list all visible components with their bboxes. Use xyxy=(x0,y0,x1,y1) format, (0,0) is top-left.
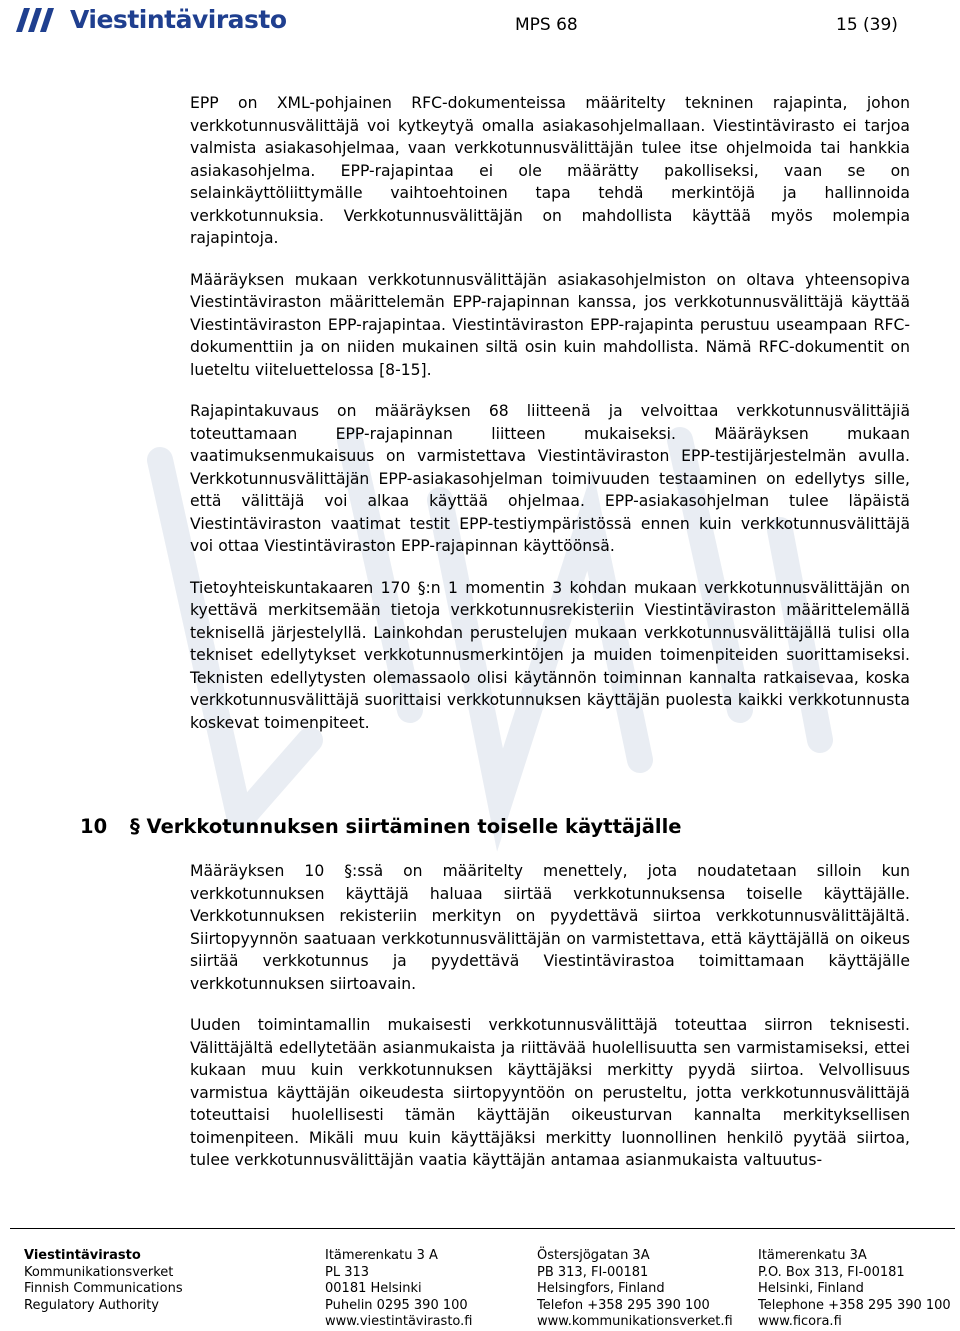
footer-column-finnish xyxy=(325,1248,472,1331)
footer-line: PB 313, FI-00181 xyxy=(537,1264,649,1280)
page-number: 15 (39) xyxy=(836,15,898,35)
paragraph-compatibility: Määräyksen mukaan verkkotunnusvälittäjän asiakasohjelmiston on oltava yhteensopiva Viestintäviraston määrittelemän EPP-rajapinnan kanssa, jos verkkotunnusvälittäjä käyttää Viestintäviraston EPP-rajapintaa. Viestintäviraston EPP-rajapinta perustuu useampaan RFC-dokumenttiin ja on niiden mukainen siltä osin kuin mahdollista. Nämä RFC-dokumentit on lueteltu viiteluettelossa [8-15]. xyxy=(190,270,910,379)
section-title: § Verkkotunnuksen siirtäminen toiselle käyttäjälle xyxy=(130,815,682,838)
footer-line: Itämerenkatu 3 A xyxy=(325,1248,438,1263)
document-id: MPS 68 xyxy=(515,15,578,35)
section-number: 10 xyxy=(80,815,108,838)
paragraph-transfer-model: Uuden toimintamallin mukaisesti verkkotunnusvälittäjä toteuttaa siirron teknisesti. Välittäjältä edellytetään asianmukaista ja riittävää huolellisuutta sen varmistamiseksi, ettei kukaan muu kuin verkkotunnuksen käyttäjäksi merkitty pyydä siirtoa. Velvollisuus varmistua käyttäjän oikeudesta siirtopyyntöön on perusteltu, jotta verkkotunnusvälittäjä toteuttaisi huolellisesti tämän käyttäjän oikeusturvan kannalta merkityksellisen toimenpiteen. Mikäli muu kuin käyttäjäksi merkitty luonnollinen henkilö pyytää siirtoa, tulee verkkotunnusvälittäjän vaatia käyttäjän antamaa asianmukaista valtuutus- xyxy=(190,1016,910,1169)
footer-line: Kommunikationsverket xyxy=(24,1264,174,1280)
footer-line: Itämerenkatu 3A xyxy=(758,1248,867,1263)
logo-stripes-icon xyxy=(14,6,64,34)
paragraph-legal-basis: Tietoyhteiskuntakaaren 170 §:n 1 momentin 3 kohdan mukaan verkkotunnusvälittäjän on kyettävä merkitsemään tietoja verkkotunnusrekisteriin Viestintäviraston määrittelemällä teknisellä järjestelyllä. Lainkohdan perustelujen mukaan verkkotunnusvälittäjällä tulisi olla tekniset edellytykset verkkotunnusmerkintöjen ja muiden toimenpiteiden suorittamiseksi. Teknisten edellytysten olemassaolo olisi käytännön toiminnan kannalta ratkaisevaa, koska verkkotunnusvälittäjä suorittaisi verkkotunnuksen käyttäjän puolesta kaikki verkkotunnusta koskevat toimenpiteet. xyxy=(190,578,910,732)
footer-line: Regulatory Authority xyxy=(24,1297,159,1313)
page-header xyxy=(0,0,960,60)
footer-line: Helsinki, Finland xyxy=(758,1281,864,1296)
footer-column-agency xyxy=(24,1248,183,1314)
paragraph-interface-description: Rajapintakuvaus on määräyksen 68 liitteenä ja velvoittaa verkkotunnusvälittäjiä toteuttamaan EPP-rajapinnan liitteen mukaiseksi. Määräyksen mukaan vaatimuksenmukaisuus on varmistettava Viestintäviraston EPP-testijärjestelmän avulla. Verkkotunnusvälittäjän EPP-asiakasohjelman toimivuuden testaaminen on edellytys sille, että välittäjä voi alkaa käyttää ohjelmaa. EPP-asiakasohjelman tulee läpäistä Viestintäviraston vaatimat testit EPP-testiympäristössä ennen kuin verkkotunnusvälittäjä voi ottaa Viestintäviraston EPP-rajapinnan käyttöönsä. xyxy=(190,402,910,555)
paragraph-epp-intro: EPP on XML-pohjainen RFC-dokumenteissa määritelty tekninen rajapinta, johon verkkotunnusvälittäjä voi kytkeytyä omalla asiakasohjelmallaan. Viestintävirasto ei tarjoa valmista asiakasohjelmaa, vaan verkkotunnusvälittäjän tulee itse ohjelmoida tai hankkia asiakasohjelma. EPP-rajapintaa ei ole määrätty pakolliseksi, vaan se on selainkäyttöliittymälle vaihtoehtoinen tapa tehdä merkintöjä ja hallinnoida verkkotunnuksia. Verkkotunnusvälittäjän on mahdollista käyttää myös molempia rajapintoja. xyxy=(190,94,910,247)
logo-text: Viestintävirasto xyxy=(70,5,287,34)
footer-divider xyxy=(10,1228,955,1229)
footer-line: PL 313 xyxy=(325,1264,370,1280)
footer-line: Telephone +358 295 390 100 xyxy=(758,1297,951,1313)
footer-line: P.O. Box 313, FI-00181 xyxy=(758,1264,905,1280)
footer-line: Helsingfors, Finland xyxy=(537,1281,665,1296)
paragraph-transfer-procedure: Määräyksen 10 §:ssä on määritelty menettely, jota noudatetaan silloin kun verkkotunnuksen käyttäjä haluaa siirtää verkkotunnuksensa toiselle käyttäjälle. Verkkotunnuksen rekisteriin merkityn on pyydettävä siirtoa verkkotunnusvälittäjältä. Siirtopyynnön saatuaan verkkotunnusvälittäjän on varmistettava, että käyttäjällä on oikeus siirtää verkkotunnus ja pyydettävä Viestintävirastoa toimittamaan käyttäjälle verkkotunnuksen siirtoavain. xyxy=(190,862,910,993)
footer-line: Östersjögatan 3A xyxy=(537,1248,650,1263)
main-text xyxy=(190,92,910,753)
footer-column-english xyxy=(758,1248,951,1331)
footer-line: Telefon +358 295 390 100 xyxy=(537,1297,710,1313)
footer-website-link[interactable]: www.viestintävirasto.fi xyxy=(325,1314,473,1329)
agency-logo xyxy=(14,6,287,34)
footer-column-swedish xyxy=(537,1248,733,1331)
footer-agency-name: Viestintävirasto xyxy=(24,1248,141,1263)
section-heading xyxy=(80,815,681,838)
section-text xyxy=(190,860,910,1191)
footer-website-link[interactable]: www.kommunikationsverket.fi xyxy=(537,1314,733,1329)
footer-line: Finnish Communications xyxy=(24,1281,183,1296)
footer-website-link[interactable]: www.ficora.fi xyxy=(758,1314,842,1329)
footer-line: Puhelin 0295 390 100 xyxy=(325,1297,468,1313)
footer-line: 00181 Helsinki xyxy=(325,1281,422,1296)
